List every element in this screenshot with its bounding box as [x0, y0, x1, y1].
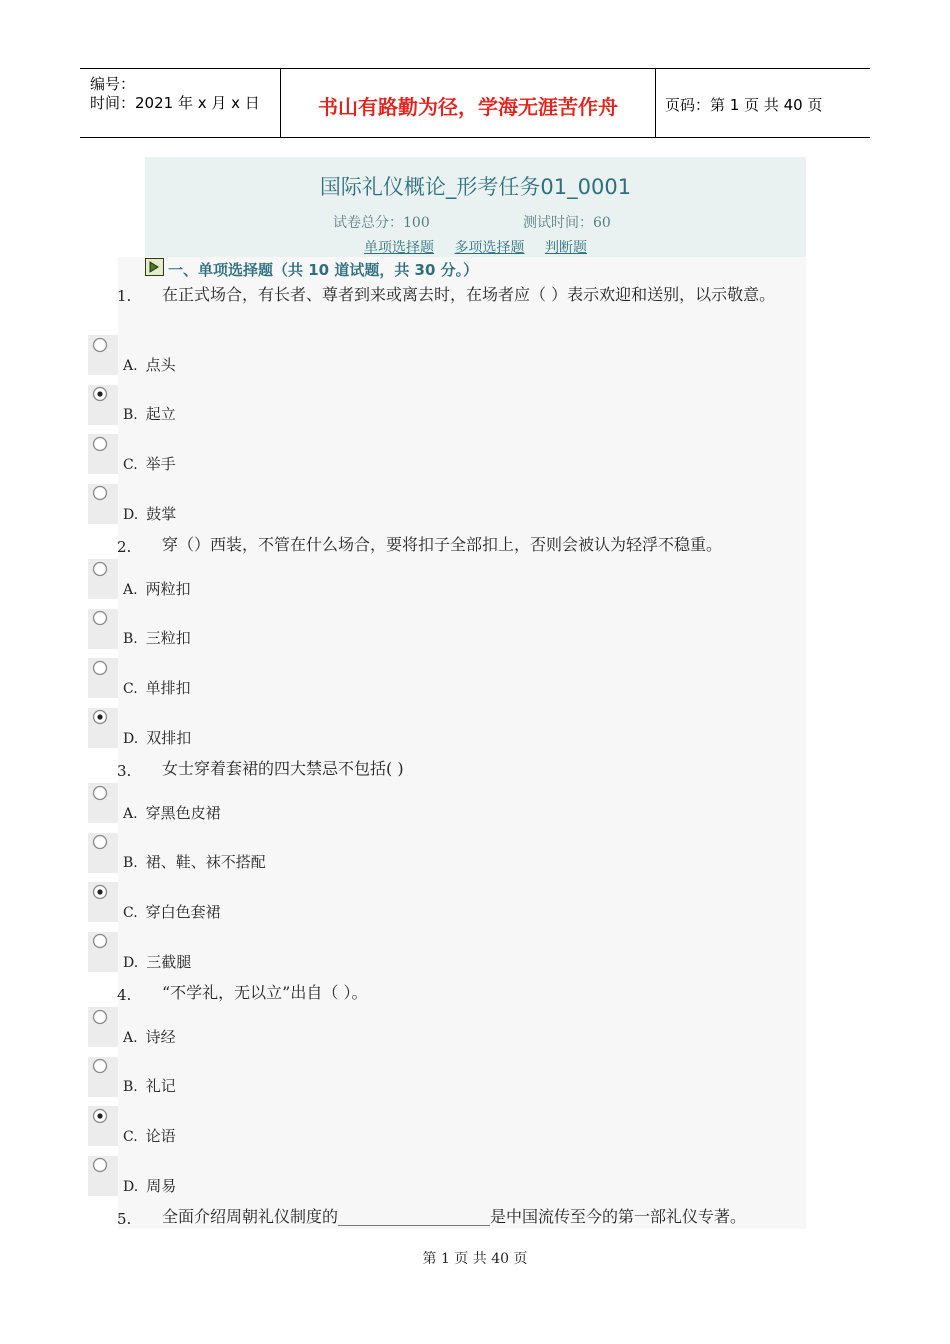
- time-label: 时间：2021 年 x 月 x 日: [90, 94, 260, 112]
- question-number: 1.: [117, 287, 132, 305]
- section-arrow-icon: [145, 258, 164, 276]
- radio-button-icon[interactable]: [92, 485, 108, 501]
- option: C. 举手: [123, 455, 176, 473]
- option: C. 单排扣: [123, 679, 191, 697]
- radio-button-icon[interactable]: [92, 436, 108, 452]
- option: A. 点头: [123, 356, 176, 374]
- question-text: 女士穿着套裙的四大禁忌不包括( ): [162, 759, 404, 778]
- option: C. 论语: [123, 1127, 176, 1145]
- option: A. 诗经: [123, 1028, 176, 1046]
- exam-header-panel: [145, 157, 806, 257]
- option: C. 穿白色套裙: [123, 903, 221, 921]
- link-multi-choice[interactable]: 多项选择题: [454, 240, 525, 256]
- radio-button-selected-icon[interactable]: [92, 1108, 108, 1124]
- exam-title: 国际礼仪概论_形考任务01_0001: [319, 175, 632, 199]
- question-number: 2.: [117, 538, 132, 556]
- radio-button-selected-icon[interactable]: [92, 709, 108, 725]
- question-number: 4.: [117, 986, 132, 1004]
- option: D. 三截腿: [123, 953, 192, 971]
- option: D. 周易: [123, 1177, 177, 1195]
- radio-button-icon[interactable]: [92, 337, 108, 353]
- header-center-cell: [280, 69, 656, 137]
- header-left-cell: [80, 69, 280, 137]
- section-links: [145, 237, 806, 257]
- number-label: 编号：: [90, 75, 136, 93]
- option: B. 裙、鞋、袜不搭配: [123, 853, 266, 871]
- page-number-label: 页码：第 1 页 共 40 页: [665, 96, 823, 114]
- motto: 书山有路勤为径，学海无涯苦作舟: [318, 95, 618, 119]
- radio-button-icon[interactable]: [92, 834, 108, 850]
- question-number: 5.: [117, 1210, 132, 1228]
- question-text: 穿（）西装，不管在什么场合，要将扣子全部扣上，否则会被认为轻浮不稳重。: [162, 535, 723, 554]
- radio-button-icon[interactable]: [92, 561, 108, 577]
- question-text: [162, 281, 792, 309]
- radio-button-selected-icon[interactable]: [92, 884, 108, 900]
- option: B. 礼记: [123, 1077, 176, 1095]
- question-area: [118, 257, 806, 1229]
- radio-button-icon[interactable]: [92, 785, 108, 801]
- page-header: [80, 68, 870, 138]
- option: B. 起立: [123, 405, 176, 423]
- option: D. 双排扣: [123, 729, 192, 747]
- option: A. 穿黑色皮裙: [123, 804, 221, 822]
- header-right-cell: [655, 69, 870, 137]
- link-true-false[interactable]: 判断题: [544, 240, 587, 256]
- test-time: 测试时间：60: [523, 215, 611, 231]
- question-text: “不学礼，无以立”出自（ ）。: [162, 983, 368, 1002]
- link-single-choice[interactable]: 单项选择题: [364, 240, 435, 256]
- radio-button-icon[interactable]: [92, 1058, 108, 1074]
- radio-button-icon[interactable]: [92, 933, 108, 949]
- question-number: 3.: [117, 762, 132, 780]
- radio-button-icon[interactable]: [92, 1009, 108, 1025]
- option: B. 三粒扣: [123, 629, 191, 647]
- radio-button-icon[interactable]: [92, 1157, 108, 1173]
- question-text: 全面介绍周朝礼仪制度的___________________是中国流传至今的第一部礼仪专著。: [162, 1207, 747, 1226]
- question-text-content: 在正式场合，有长者、尊者到来或离去时，在场者应（ ）表示欢迎和送别，以示敬意。: [162, 285, 776, 304]
- radio-button-icon[interactable]: [92, 610, 108, 626]
- page-footer: 第 1 页 共 40 页: [422, 1251, 528, 1267]
- radio-button-icon[interactable]: [92, 660, 108, 676]
- section-heading: 一、单项选择题（共 10 道试题，共 30 分。）: [168, 261, 479, 279]
- option: D. 鼓掌: [123, 505, 177, 523]
- total-score: 试卷总分：100: [333, 215, 430, 231]
- option: A. 两粒扣: [123, 580, 191, 598]
- radio-button-selected-icon[interactable]: [92, 386, 108, 402]
